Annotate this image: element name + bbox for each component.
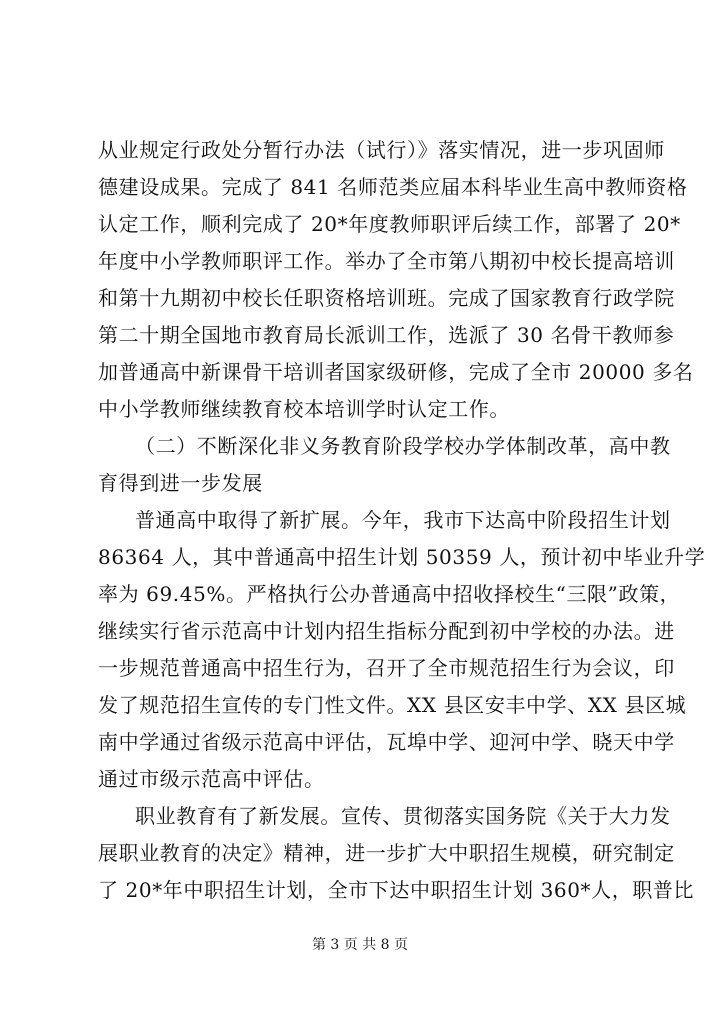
section-heading-line: （二）不断深化非义务教育阶段学校办学体制改革，高中教 (135, 434, 671, 458)
text-line: 和第十九期初中校长任职资格培训班。完成了国家教育行政学院 (98, 286, 675, 310)
text-line: 加普通高中新课骨干培训者国家级研修，完成了全市 20000 多名 (98, 360, 694, 384)
text-line: 中小学教师继续教育校本培训学时认定工作。 (98, 397, 510, 421)
text-line: 南中学通过省级示范高中评估，瓦埠中学、迎河中学、晓天中学 (98, 730, 675, 754)
text-line: 率为 69.45%。严格执行公办普通高中招收择校生“三限”政策， (98, 582, 681, 606)
page-number-footer: 第 3 页 共 8 页 (311, 937, 409, 953)
paragraph-first-line: 普通高中取得了新扩展。今年，我市下达高中阶段招生计划 (135, 508, 671, 532)
text-line: 从业规定行政处分暂行办法（试行）》落实情况，进一步巩固师 (98, 138, 665, 162)
text-line: 86364 人，其中普通高中招生计划 50359 人，预计初中毕业升学 (98, 545, 706, 569)
text-line: 发了规范招生宣传的专门性文件。XX 县区安丰中学、XX 县区城 (98, 693, 687, 717)
text-line: 展职业教育的决定》精神，进一步扩大中职招生规模，研究制定 (98, 841, 675, 865)
text-line: 继续实行省示范高中计划内招生指标分配到初中学校的办法。进 (98, 619, 675, 643)
text-line: 了 20*年中职招生计划，全市下达中职招生计划 360*人，职普比 (98, 878, 695, 902)
text-line: 通过市级示范高中评估。 (98, 767, 325, 791)
text-line: 年度中小学教师职评工作。举办了全市第八期初中校长提高培训 (98, 249, 675, 273)
paragraph-first-line: 职业教育有了新发展。宣传、贯彻落实国务院《关于大力发 (135, 804, 671, 828)
text-line: 德建设成果。完成了 841 名师范类应届本科毕业生高中教师资格 (98, 175, 688, 199)
text-line: 第二十期全国地市教育局长派训工作，选派了 30 名骨干教师参 (98, 323, 675, 347)
text-line: 认定工作，顺利完成了 20*年度教师职评后续工作，部署了 20* (98, 212, 681, 236)
section-heading-line: 育得到进一步发展 (98, 471, 263, 495)
text-line: 一步规范普通高中招生行为，召开了全市规范招生行为会议，印 (98, 656, 675, 680)
